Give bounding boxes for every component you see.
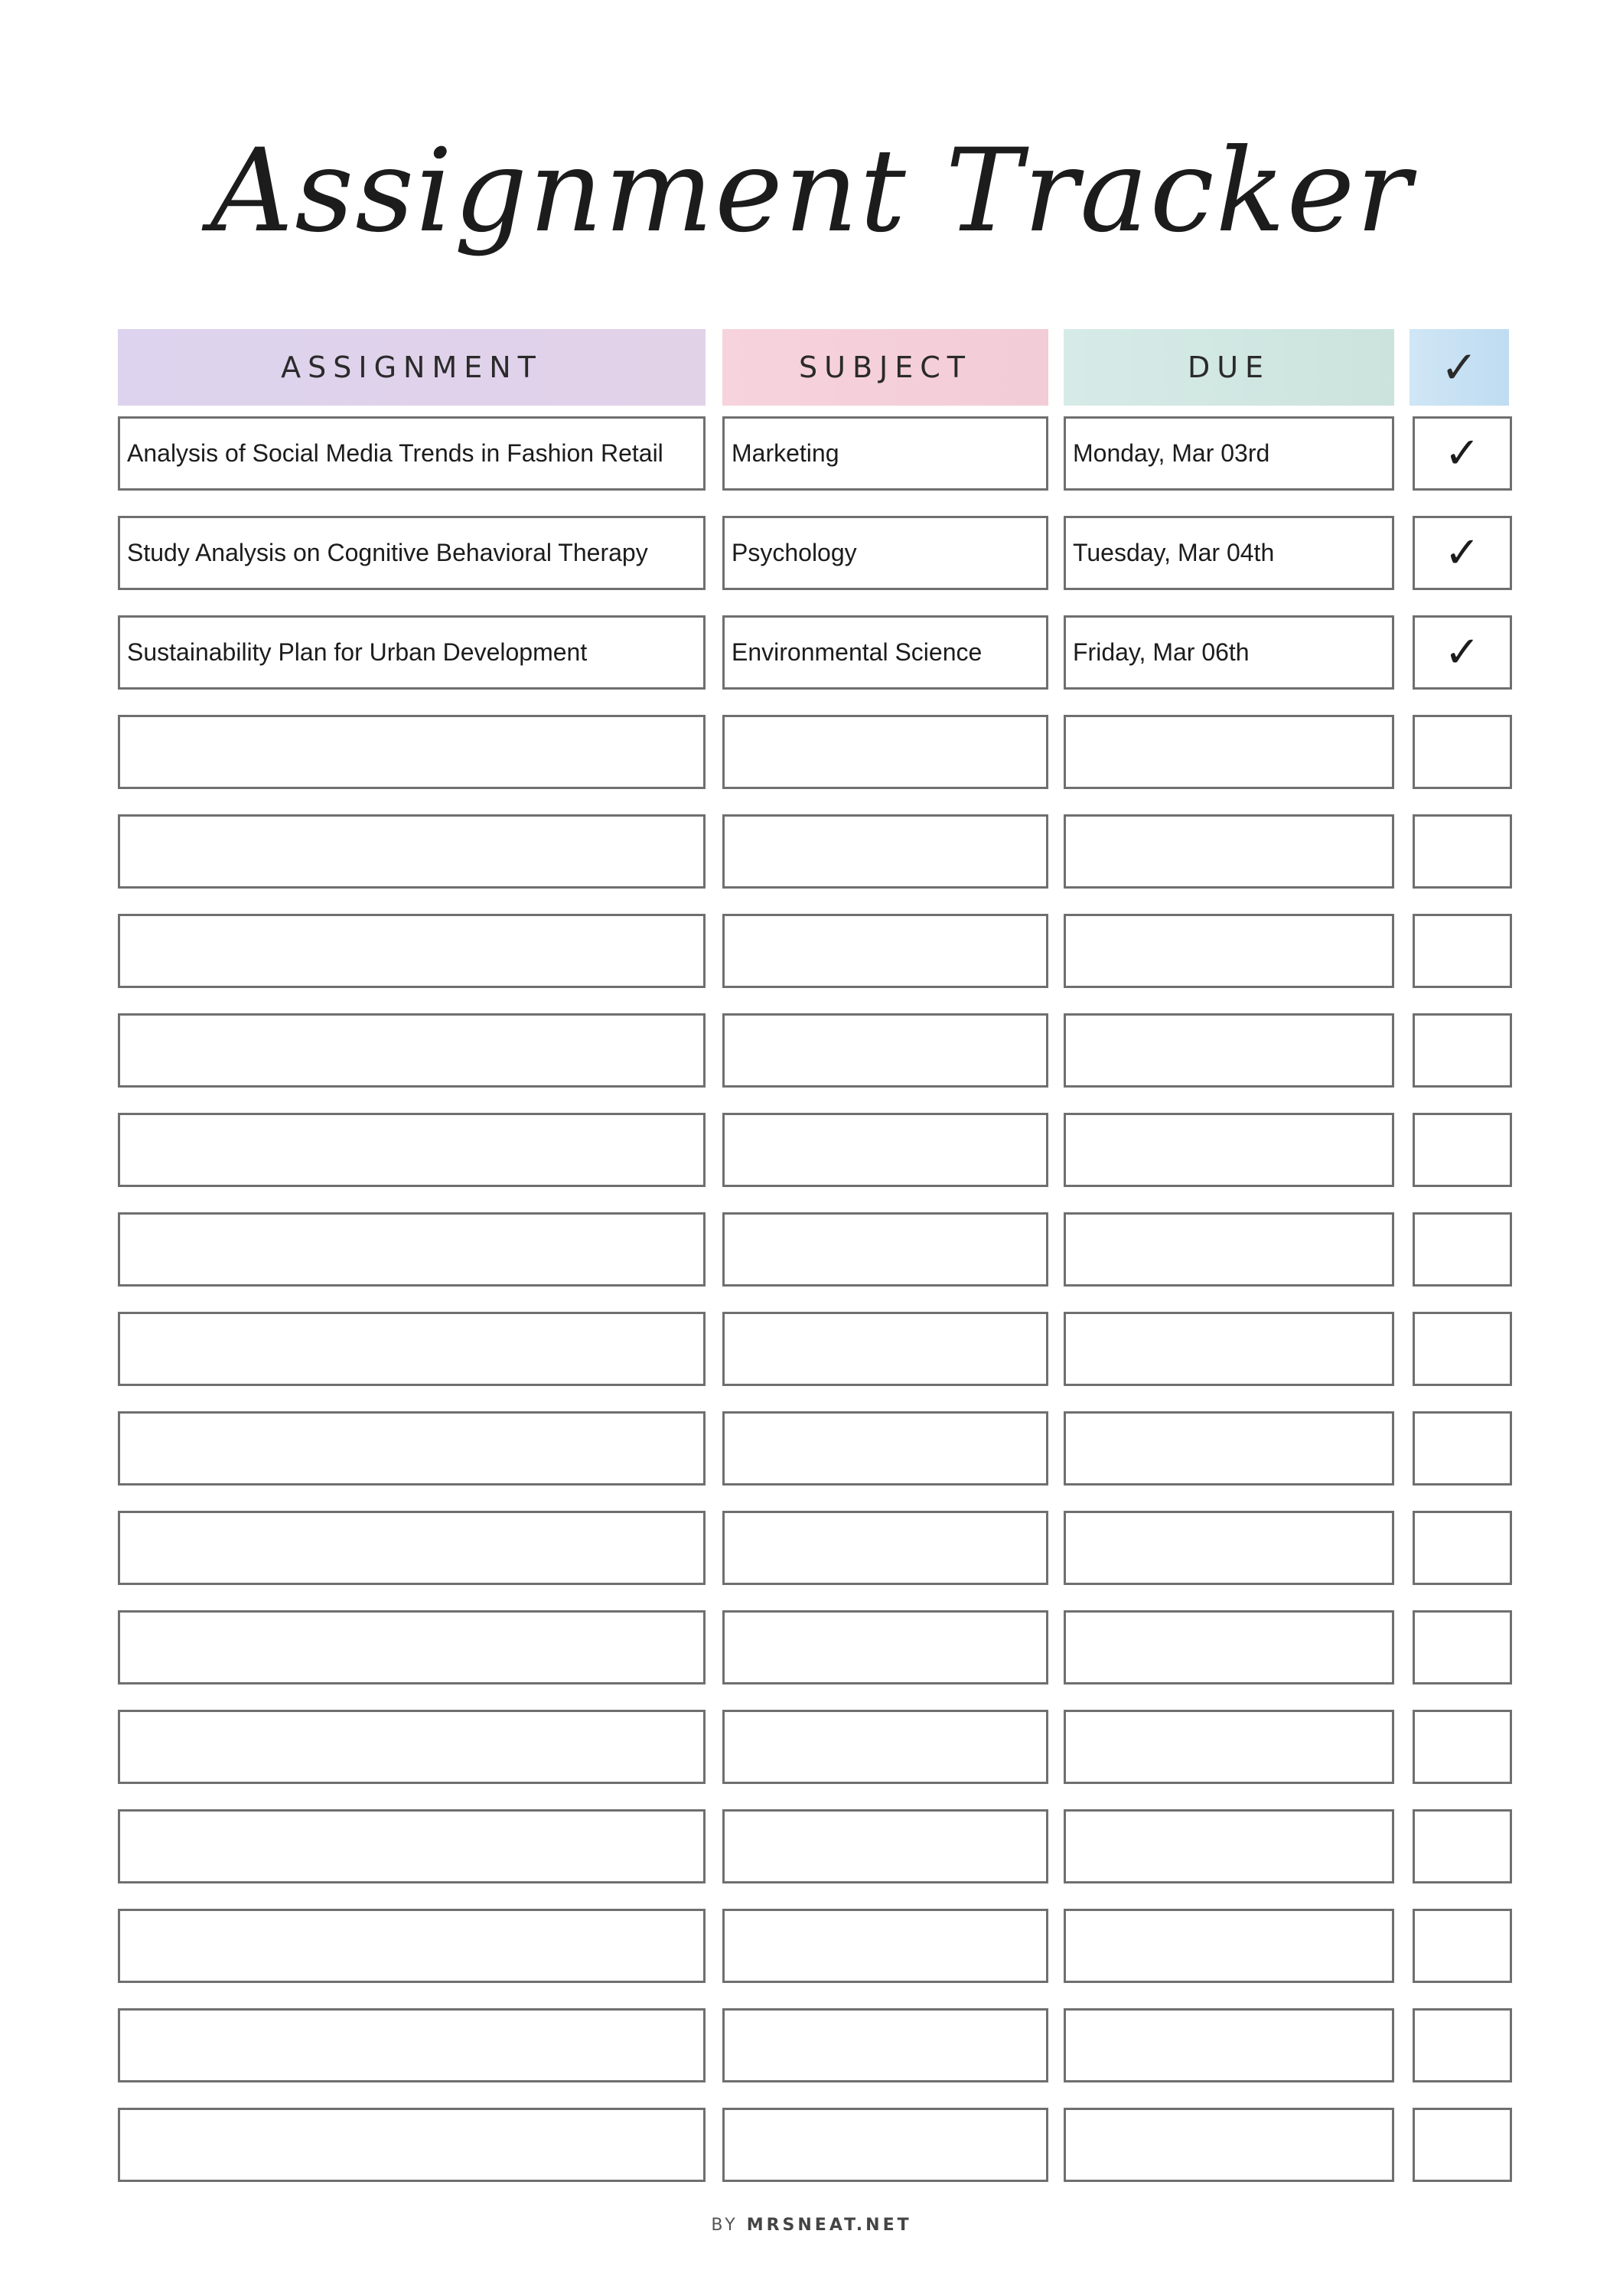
due-date-cell[interactable] bbox=[1064, 715, 1394, 789]
due-date-cell[interactable] bbox=[1064, 1411, 1394, 1486]
done-checkbox[interactable] bbox=[1413, 1710, 1512, 1784]
table-row bbox=[0, 516, 1623, 590]
due-date-cell[interactable] bbox=[1064, 1710, 1394, 1784]
subject-cell[interactable] bbox=[722, 1809, 1048, 1883]
table-row bbox=[0, 814, 1623, 889]
page-title: Assignment Tracker bbox=[210, 125, 1413, 258]
assignment-cell[interactable] bbox=[118, 914, 706, 988]
subject-cell[interactable] bbox=[722, 1710, 1048, 1784]
assignment-cell[interactable] bbox=[118, 1710, 706, 1784]
table-row bbox=[0, 2108, 1623, 2182]
due-date-cell[interactable] bbox=[1064, 1212, 1394, 1287]
due-date-cell[interactable] bbox=[1064, 814, 1394, 889]
table-row bbox=[0, 914, 1623, 988]
subject-cell[interactable] bbox=[722, 1411, 1048, 1486]
assignment-cell[interactable] bbox=[118, 1013, 706, 1088]
assignment-cell[interactable] bbox=[118, 2008, 706, 2082]
done-checkbox[interactable] bbox=[1413, 1909, 1512, 1983]
subject-cell[interactable] bbox=[722, 1610, 1048, 1684]
done-checkbox[interactable] bbox=[1413, 1610, 1512, 1684]
table-row bbox=[0, 2008, 1623, 2082]
assignment-cell[interactable]: Sustainability Plan for Urban Development bbox=[118, 615, 706, 690]
subject-cell[interactable] bbox=[722, 1212, 1048, 1287]
done-checkbox[interactable]: ✓ bbox=[1413, 615, 1512, 690]
due-date-cell[interactable] bbox=[1064, 1809, 1394, 1883]
assignment-cell[interactable]: Analysis of Social Media Trends in Fashion Retail bbox=[118, 416, 706, 491]
assignment-cell[interactable] bbox=[118, 1411, 706, 1486]
done-checkbox[interactable] bbox=[1413, 1212, 1512, 1287]
done-checkbox[interactable] bbox=[1413, 914, 1512, 988]
due-date-cell[interactable] bbox=[1064, 2108, 1394, 2182]
assignment-cell[interactable] bbox=[118, 1909, 706, 1983]
done-checkbox[interactable] bbox=[1413, 1809, 1512, 1883]
due-date-cell[interactable] bbox=[1064, 1610, 1394, 1684]
due-date-cell[interactable]: Friday, Mar 06th bbox=[1064, 615, 1394, 690]
subject-column-header: SUBJECT bbox=[722, 329, 1048, 406]
due-date-cell[interactable]: Monday, Mar 03rd bbox=[1064, 416, 1394, 491]
table-row bbox=[0, 1013, 1623, 1088]
subject-cell[interactable] bbox=[722, 1013, 1048, 1088]
assignment-cell[interactable]: Study Analysis on Cognitive Behavioral Therapy bbox=[118, 516, 706, 590]
due-date-cell[interactable] bbox=[1064, 1511, 1394, 1585]
done-checkbox[interactable] bbox=[1413, 1113, 1512, 1187]
subject-cell[interactable] bbox=[722, 2008, 1048, 2082]
done-checkbox[interactable] bbox=[1413, 2108, 1512, 2182]
done-checkbox[interactable] bbox=[1413, 2008, 1512, 2082]
assignment-cell[interactable] bbox=[118, 2108, 706, 2182]
assignment-table bbox=[0, 416, 1623, 2207]
done-checkbox[interactable] bbox=[1413, 1411, 1512, 1486]
table-row bbox=[0, 1710, 1623, 1784]
subject-cell[interactable]: Environmental Science bbox=[722, 615, 1048, 690]
subject-cell[interactable]: Psychology bbox=[722, 516, 1048, 590]
done-checkbox[interactable]: ✓ bbox=[1413, 416, 1512, 491]
table-row bbox=[0, 1909, 1623, 1983]
due-date-cell[interactable] bbox=[1064, 1113, 1394, 1187]
subject-cell[interactable] bbox=[722, 715, 1048, 789]
assignment-cell[interactable] bbox=[118, 1809, 706, 1883]
subject-cell[interactable] bbox=[722, 2108, 1048, 2182]
table-row bbox=[0, 715, 1623, 789]
due-column-header: DUE bbox=[1064, 329, 1394, 406]
done-checkbox[interactable] bbox=[1413, 814, 1512, 889]
table-row bbox=[0, 1511, 1623, 1585]
subject-cell[interactable] bbox=[722, 1113, 1048, 1187]
assignment-cell[interactable] bbox=[118, 814, 706, 889]
done-checkbox[interactable] bbox=[1413, 1511, 1512, 1585]
table-row bbox=[0, 416, 1623, 491]
subject-cell[interactable] bbox=[722, 1511, 1048, 1585]
due-date-cell[interactable] bbox=[1064, 1013, 1394, 1088]
assignment-column-header: ASSIGNMENT bbox=[118, 329, 706, 406]
due-date-cell[interactable] bbox=[1064, 1909, 1394, 1983]
subject-cell[interactable]: Marketing bbox=[722, 416, 1048, 491]
footer-credit bbox=[0, 2216, 1623, 2235]
due-date-cell[interactable] bbox=[1064, 2008, 1394, 2082]
table-row bbox=[0, 1610, 1623, 1684]
due-date-cell[interactable] bbox=[1064, 1312, 1394, 1386]
subject-cell[interactable] bbox=[722, 1909, 1048, 1983]
assignment-cell[interactable] bbox=[118, 715, 706, 789]
assignment-cell[interactable] bbox=[118, 1511, 706, 1585]
table-row bbox=[0, 1212, 1623, 1287]
footer-by: BY bbox=[711, 2216, 738, 2235]
checkmark-column-header: ✓ bbox=[1410, 329, 1509, 406]
table-row bbox=[0, 1113, 1623, 1187]
done-checkbox[interactable] bbox=[1413, 1013, 1512, 1088]
table-row bbox=[0, 1809, 1623, 1883]
assignment-cell[interactable] bbox=[118, 1610, 706, 1684]
assignment-cell[interactable] bbox=[118, 1212, 706, 1287]
table-row bbox=[0, 1312, 1623, 1386]
assignment-cell[interactable] bbox=[118, 1113, 706, 1187]
table-row bbox=[0, 615, 1623, 690]
done-checkbox[interactable]: ✓ bbox=[1413, 516, 1512, 590]
done-checkbox[interactable] bbox=[1413, 1312, 1512, 1386]
table-row bbox=[0, 1411, 1623, 1486]
due-date-cell[interactable]: Tuesday, Mar 04th bbox=[1064, 516, 1394, 590]
subject-cell[interactable] bbox=[722, 1312, 1048, 1386]
subject-cell[interactable] bbox=[722, 914, 1048, 988]
due-date-cell[interactable] bbox=[1064, 914, 1394, 988]
subject-cell[interactable] bbox=[722, 814, 1048, 889]
footer-brand: MRSNEAT.NET bbox=[746, 2216, 912, 2235]
done-checkbox[interactable] bbox=[1413, 715, 1512, 789]
assignment-cell[interactable] bbox=[118, 1312, 706, 1386]
